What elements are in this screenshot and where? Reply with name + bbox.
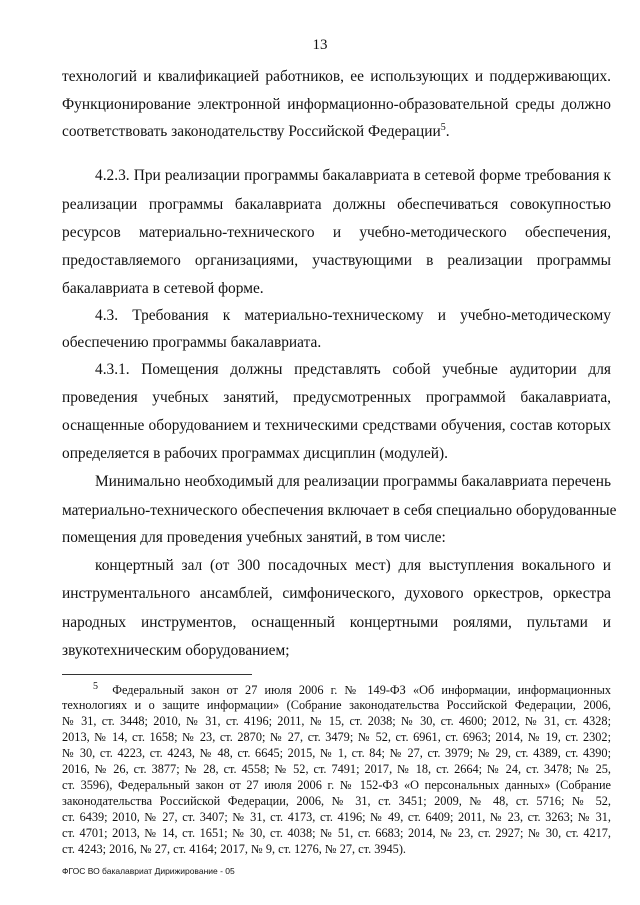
- body-line: оснащенные оборудованием и техническими средствами обучения, состав которых: [62, 417, 611, 434]
- footnote-marker: 5: [93, 680, 98, 692]
- body-line: Минимально необходимый для реализации программы бакалавриата перечень: [95, 473, 611, 490]
- body-line: технологий и квалификацией работников, ее использующих и поддерживающих.: [62, 68, 611, 85]
- body-line: ресурсов материально-технического и учебно-методического обеспечения,: [62, 224, 611, 241]
- body-line: звукотехническим оборудованием;: [62, 642, 290, 659]
- footnote-line: ст. 4243; 2016, № 27, ст. 4164; 2017, № 9, ст. 1276, № 27, ст. 3945).: [62, 842, 406, 856]
- footnote-line: № 30, ст. 4223, ст. 4243, № 48, ст. 6645; 2015, № 1, ст. 84; № 27, ст. 3979; № 29, ст. 4389, ст. 4390;: [62, 746, 611, 760]
- body-line-text: соответствовать законодательству Российской Федерации: [62, 123, 441, 140]
- body-line: реализации программы бакалавриата должны обеспечиваться совокупностью: [62, 196, 611, 213]
- footnote-line: № 31, ст. 3448; 2010, № 31, ст. 4196; 2011, № 15, ст. 2038; № 30, ст. 4600; 2012, № 31, ст. 4328;: [62, 714, 611, 728]
- body-line: обеспечению программы бакалавриата.: [62, 334, 322, 351]
- footnote-line: 2016, № 26, ст. 3877; № 28, ст. 4558; № 52, ст. 7491; 2017, № 18, ст. 2664; № 24, ст. 3478; № 25,: [62, 762, 611, 776]
- page-footer: ФГОС ВО бакалавриат Дирижирование - 05: [62, 866, 235, 876]
- footnote-line: ст. 4701; 2013, № 14, ст. 1651; № 30, ст. 4038; № 51, ст. 6683; 2014, № 23, ст. 2927; № 30, ст. 4217,: [62, 826, 611, 840]
- body-line: народных инструментов, оснащенный концертными роялями, пультами и: [62, 614, 611, 631]
- footnote-line: ст. 6439; 2010, № 27, ст. 3407; № 31, ст. 4173, ст. 4196; № 49, ст. 6409; 2011, № 23, ст. 3263; № 31,: [62, 810, 611, 824]
- body-line: 4.3. Требования к материально-техническому и учебно-методическому: [95, 307, 611, 324]
- footnote-line: 2013, № 14, ст. 1658; № 23, ст. 2870; № 27, ст. 3479; № 52, ст. 6961, ст. 6963; 2014, № 19, ст. 2302;: [62, 730, 611, 744]
- footnote-line: технологиях и о защите информации» (Собрание законодательства Российской Федерации, 2006,: [62, 698, 611, 712]
- footnote-line-with-marker: [93, 680, 611, 697]
- footnote-separator: [62, 674, 252, 675]
- body-line: помещения для проведения учебных занятий, в том числе:: [62, 529, 446, 546]
- page-number: 13: [312, 37, 328, 53]
- body-line: 4.2.3. При реализации программы бакалавриата в сетевой форме требования к: [95, 167, 611, 184]
- body-line-with-footnote: [62, 123, 611, 141]
- body-line: материально-технического обеспечения включает в себя специально оборудованные: [62, 502, 617, 519]
- body-line: инструментального ансамблей, симфонического, духового оркестров, оркестра: [62, 585, 611, 602]
- body-line: концертный зал (от 300 посадочных мест) для выступления вокального и: [95, 557, 611, 574]
- body-line: 4.3.1. Помещения должны представлять собой учебные аудитории для: [95, 361, 611, 378]
- footnote-line: законодательства Российской Федерации, 2006, № 31, ст. 3451; 2009, № 48, ст. 5716; № 52,: [62, 794, 611, 808]
- body-line: бакалавриата в сетевой форме.: [62, 280, 264, 297]
- footnote-line: ст. 3596), Федеральный закон от 27 июля 2006 г. № 152-ФЗ «О персональных данных» (Собрание: [62, 778, 611, 792]
- body-line: Функционирование электронной информационно-образовательной среды должно: [62, 96, 611, 113]
- body-line: определяется в рабочих программах дисциплин (модулей).: [62, 445, 448, 462]
- sentence-end: .: [445, 123, 450, 140]
- footnote-text: Федеральный закон от 27 июля 2006 г. № 149-ФЗ «Об информации, информационных: [112, 683, 611, 697]
- body-line: предоставляемого организациями, участвующими в реализации программы: [62, 252, 611, 269]
- body-line: проведения учебных занятий, предусмотренных программой бакалавриата,: [62, 389, 611, 406]
- footnote-reference: 5: [440, 121, 446, 133]
